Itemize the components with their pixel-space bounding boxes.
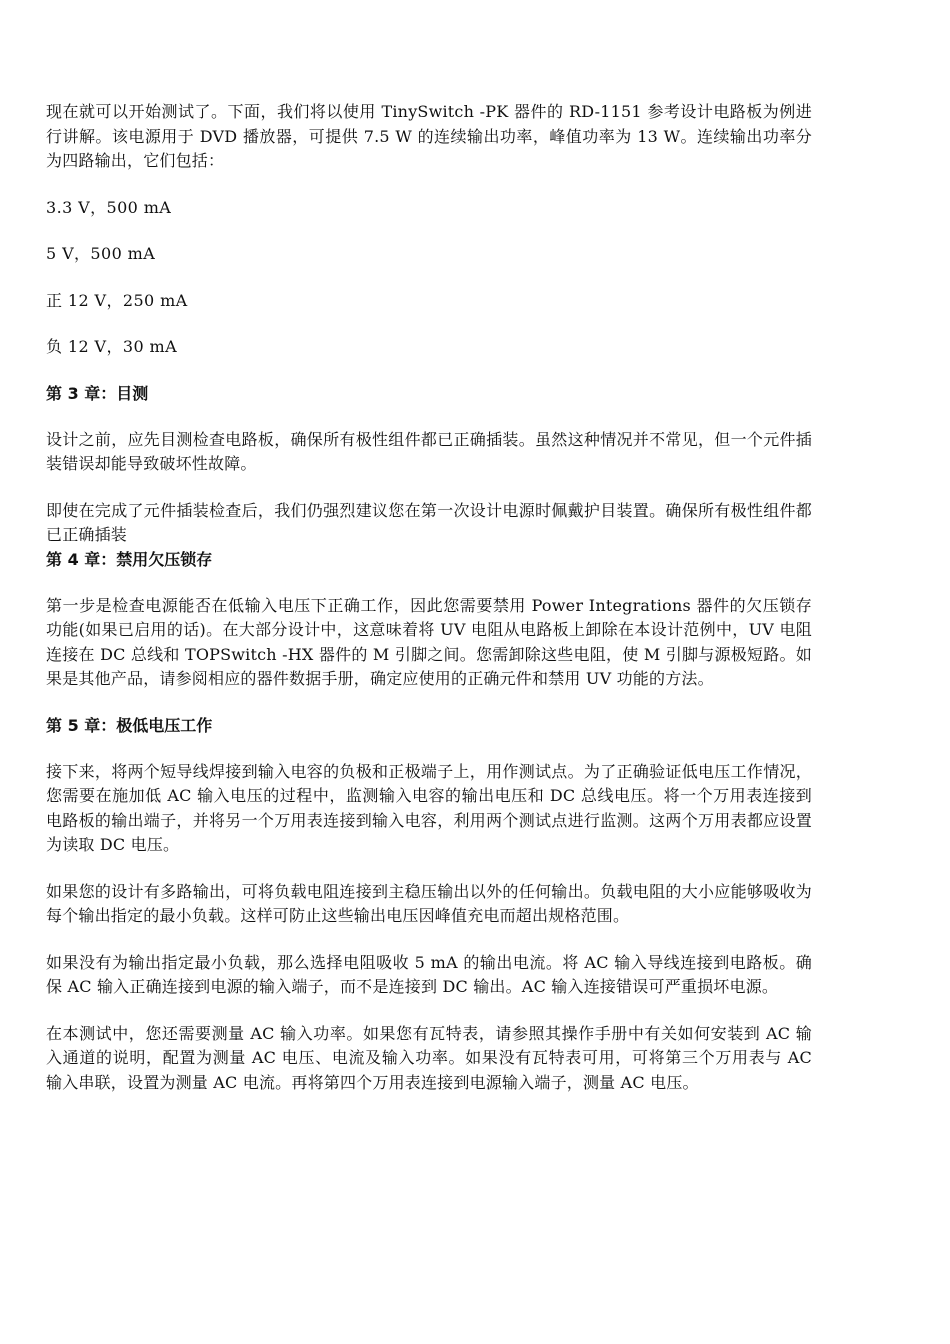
chapter-5-paragraph-1: 接下来，将两个短导线焊接到输入电容的负极和正极端子上，用作测试点。为了正确验证低电压工作情况，您需要在施加低 AC 输入电压的过程中，监测输入电容的输出电压和 DC 总线电压。将一个万用表连接到电路板的输出端子，并将另一个万用表连接到输入电容，利用两个测试点进行监测。这两个万用表都应设置为读取 DC 电压。 (46, 761, 812, 854)
chapter-3-heading: 第 3 章：目测 (46, 383, 149, 403)
chapter-4-heading: 第 4 章：禁用欠压锁存 (46, 549, 213, 569)
chapter-4-paragraph-1: 第一步是检查电源能否在低输入电压下正确工作，因此您需要禁用 Power Integrations 器件的欠压锁存功能(如果已启用的话)。在大部分设计中，这意味着将 UV 电阻从电路板上卸除在本设计范例中，UV 电阻连接在 DC 总线和 TOPSwitch -HX 器件的 M 引脚之间。您需卸除这些电阻，使 M 引脚与源极短路。如果是其他产品，请参阅相应的器件数据手册，确定应使用的正确元件和禁用 UV 功能的方法。 (46, 595, 812, 688)
output-item-1: 3.3 V，500 mA (46, 197, 172, 217)
chapter-5-paragraph-2: 如果您的设计有多路输出，可将负载电阻连接到主稳压输出以外的任何输出。负载电阻的大小应能够吸收为每个输出指定的最小负载。这样可防止这些输出电压因峰值充电而超出规格范围。 (46, 881, 812, 925)
chapter-5-heading: 第 5 章：极低电压工作 (46, 715, 213, 735)
chapter-5-paragraph-3: 如果没有为输出指定最小负载，那么选择电阻吸收 5 mA 的输出电流。将 AC 输入导线连接到电路板。确保 AC 输入正确连接到电源的输入端子，而不是连接到 DC 输出。AC 输入连接错误可严重损坏电源。 (46, 952, 812, 996)
chapter-3-paragraph-2: 即使在完成了元件插装检查后，我们仍强烈建议您在第一次设计电源时佩戴护目装置。确保所有极性组件都已正确插装 (46, 500, 812, 544)
document-page (46, 100, 812, 1095)
chapter-5-paragraph-4: 在本测试中，您还需要测量 AC 输入功率。如果您有瓦特表，请参照其操作手册中有关如何安装到 AC 输入通道的说明，配置为测量 AC 电压、电流及输入功率。如果没有瓦特表可用，可将第三个万用表与 AC 输入串联，设置为测量 AC 电流。再将第四个万用表连接到电源输入端子，测量 AC 电压。 (46, 1023, 812, 1092)
output-item-3: 正 12 V，250 mA (46, 290, 188, 310)
intro-paragraph: 现在就可以开始测试了。下面，我们将以使用 TinySwitch -PK 器件的 RD-1151 参考设计电路板为例进行讲解。该电源用于 DVD 播放器，可提供 7.5 W 的连续输出功率，峰值功率为 13 W。连续输出功率分为四路输出，它们包括： (46, 102, 812, 170)
chapter-3-paragraph-1: 设计之前，应先目测检查电路板，确保所有极性组件都已正确插装。虽然这种情况并不常见，但一个元件插装错误却能导致破坏性故障。 (46, 429, 812, 473)
output-item-4: 负 12 V，30 mA (46, 337, 178, 356)
output-item-2: 5 V，500 mA (46, 244, 156, 263)
